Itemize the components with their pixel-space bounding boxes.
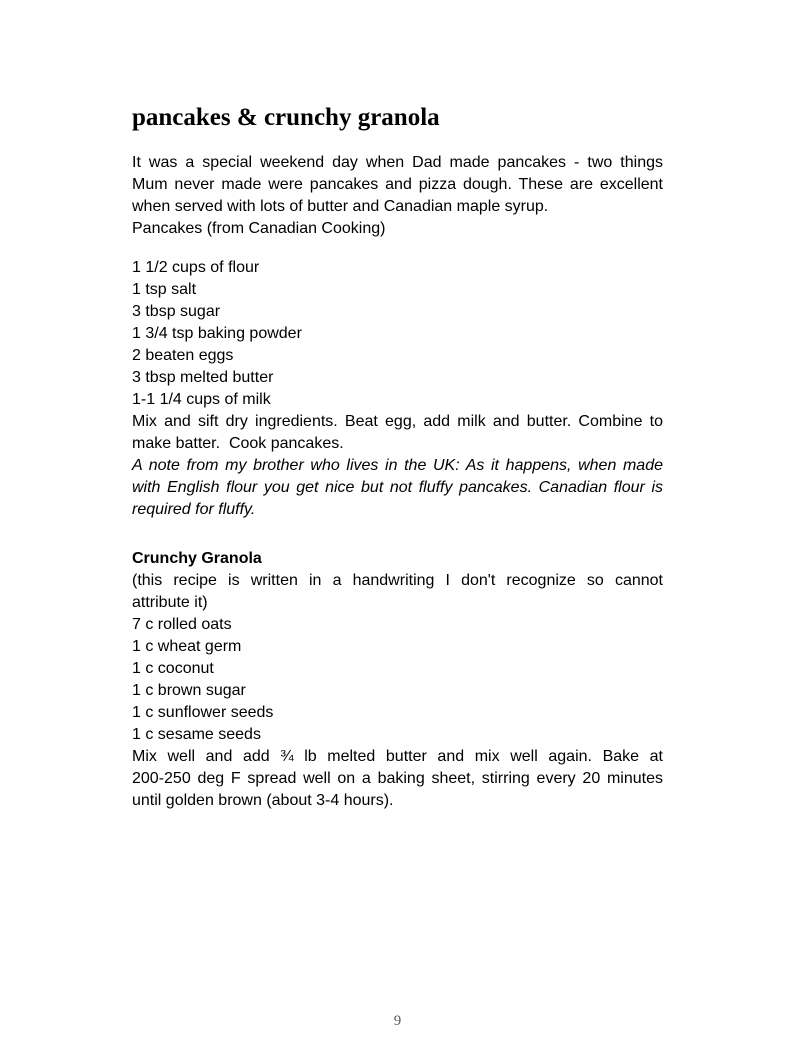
blank-line [132, 240, 663, 257]
text-line: Mix well and add ¾ lb melted butter and mix well again. Bake at [132, 748, 663, 765]
section-heading: Crunchy Granola [132, 550, 262, 567]
ingredient-line: 3 tbsp sugar [132, 303, 221, 320]
text-line: make batter. Cook pancakes. [132, 435, 344, 452]
ingredient-line: 7 c rolled oats [132, 616, 232, 633]
granola-section-heading [132, 548, 663, 570]
ingredient-line: 1 c brown sugar [132, 682, 246, 699]
ingredient-line: 1 c sunflower seeds [132, 704, 274, 721]
pancake-instructions [132, 411, 663, 455]
text-line: 200-250 deg F spread well on a baking sheet, stirring every 20 minutes [132, 770, 663, 787]
text-line: (this recipe is written in a handwriting I don't recognize so cannot [132, 572, 663, 589]
granola-ingredients-list [132, 614, 663, 746]
text-line: It was a special weekend day when Dad made pancakes - two things [132, 154, 663, 171]
text-line: attribute it) [132, 594, 208, 611]
ingredient-line: 1-1 1/4 cups of milk [132, 391, 271, 408]
blank-line [132, 521, 663, 548]
intro-paragraph [132, 152, 663, 218]
page-title: pancakes & crunchy granola [132, 104, 440, 131]
ingredient-line: 2 beaten eggs [132, 347, 234, 364]
footer-page-number: 9 [393, 1013, 402, 1029]
text-line: Mum never made were pancakes and pizza dough. These are excellent [132, 176, 663, 193]
text-line: required for fluffy. [132, 501, 256, 518]
text-line: A note from my brother who lives in the UK: As it happens, when made [132, 457, 663, 474]
ingredient-line: 1 tsp salt [132, 281, 197, 298]
ingredient-line: 1 1/2 cups of flour [132, 259, 260, 276]
pancake-ingredients-list [132, 257, 663, 411]
text-line: Pancakes (from Canadian Cooking) [132, 220, 386, 237]
ingredient-line: 1 c coconut [132, 660, 214, 677]
ingredient-line: 1 3/4 tsp baking powder [132, 325, 302, 342]
text-line: Mix and sift dry ingredients. Beat egg, add milk and butter. Combine to [132, 413, 663, 430]
page-content [132, 152, 663, 812]
pancakes-source-line [132, 218, 663, 240]
granola-instructions [132, 746, 663, 812]
granola-attribution-note [132, 570, 663, 614]
ingredient-line: 1 c sesame seeds [132, 726, 261, 743]
ingredient-line: 3 tbsp melted butter [132, 369, 274, 386]
page-content-column [132, 103, 663, 812]
brother-note [132, 455, 663, 521]
text-line: with English flour you get nice but not fluffy pancakes. Canadian flour is [132, 479, 663, 496]
ingredient-line: 1 c wheat germ [132, 638, 242, 655]
text-line: until golden brown (about 3-4 hours). [132, 792, 394, 809]
text-line: when served with lots of butter and Canadian maple syrup. [132, 198, 549, 215]
